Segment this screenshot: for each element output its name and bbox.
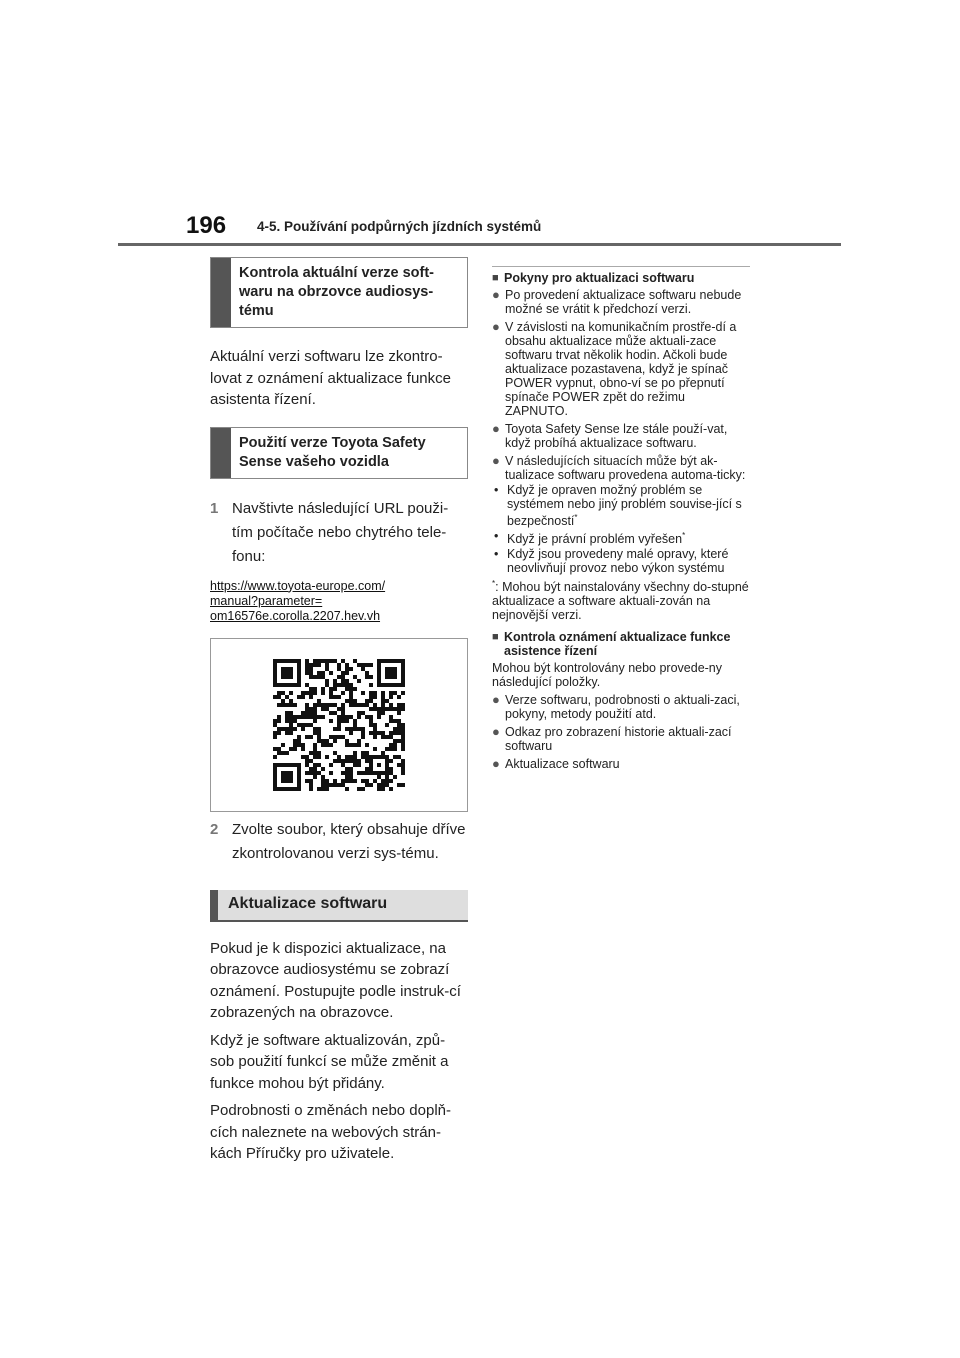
small-bullet-icon: • xyxy=(494,547,499,562)
section-heading-bar xyxy=(210,890,218,920)
subheading-notification-check xyxy=(492,630,750,658)
section-heading-software-update xyxy=(210,890,468,922)
step-number: 2 xyxy=(210,820,219,838)
list-item-text: Po provedení aktualizace softwaru nebude možné se vrátit k předchozí verzi. xyxy=(505,288,742,316)
circle-bullet-icon: ● xyxy=(492,421,500,436)
circle-bullet-icon: ● xyxy=(492,453,500,468)
plain-paragraph: Mohou být kontrolovány nebo provede-ny následující položky. xyxy=(492,661,723,690)
circle-bullet-icon: ● xyxy=(492,692,500,708)
chapter-title: 4-5. Používání podpůrných jízdních systémů xyxy=(257,219,542,234)
footnote-mark: * xyxy=(492,579,496,589)
circle-bullet-icon: ● xyxy=(492,319,500,334)
footnote-mark: * xyxy=(682,531,686,541)
small-bullet-icon: • xyxy=(494,483,499,497)
square-bullet-icon: ■ xyxy=(492,631,499,644)
heading-bar xyxy=(211,428,231,478)
list-item xyxy=(492,757,750,771)
step-1 xyxy=(210,497,468,569)
list-item-text: Aktualizace softwaru xyxy=(505,757,620,772)
subheading-text: Kontrola oznámení aktualizace funkce asistence řízení xyxy=(504,630,731,659)
subheading-text: Pokyny pro aktualizaci softwaru xyxy=(504,271,695,285)
list-item xyxy=(492,422,750,450)
step-number: 1 xyxy=(210,499,219,517)
heading-box-title: Použití verze Toyota Safety Sense vašeho vozidla xyxy=(239,434,426,470)
heading-box-tss-version xyxy=(210,427,468,479)
url-line: https://www.toyota-europe.com/ xyxy=(210,578,386,593)
list-item xyxy=(492,454,750,482)
sub-list-item xyxy=(492,483,750,528)
footnote xyxy=(492,577,750,622)
header-divider xyxy=(118,243,841,246)
update-paragraph: Když je software aktualizován, způ-sob použití funkcí se může změnit a funkce mohou být přidány. xyxy=(210,1031,449,1092)
heading-bar xyxy=(211,258,231,327)
step-text: Navštivte následující URL použi-tím počítače nebo chytrého tele-fonu: xyxy=(232,499,449,565)
list-item-text: Verze softwaru, podrobnosti o aktuali-zaci, pokyny, metody použití atd. xyxy=(505,693,740,722)
subheading-update-instructions xyxy=(492,271,750,285)
heading-box-title: Kontrola aktuální verze soft-waru na obrzovce audiosys-tému xyxy=(239,265,434,319)
small-bullet-icon: • xyxy=(494,529,499,544)
list-item xyxy=(492,320,750,418)
url-line: manual?parameter= xyxy=(210,593,323,608)
page-number: 196 xyxy=(186,212,227,239)
sub-list-item-text: Když jsou provedeny malé opravy, které neovlivňují provoz nebo výkon systému xyxy=(507,547,729,576)
section-title: Aktualizace softwaru xyxy=(228,894,388,912)
right-column xyxy=(492,266,750,775)
qr-code-frame xyxy=(210,638,468,812)
sub-list-item-text: Když je opraven možný problém se systémem nebo jiný problém souvise-jící s bezpečností xyxy=(507,483,742,529)
step-2 xyxy=(210,818,468,866)
sub-list-item xyxy=(492,529,750,546)
list-item xyxy=(492,693,750,721)
heading-box-software-version xyxy=(210,257,468,328)
list-item-text: Odkaz pro zobrazení historie aktuali-zací softwaru xyxy=(505,725,732,754)
list-item xyxy=(492,288,750,316)
sub-list-item xyxy=(492,547,750,575)
footnote-mark: * xyxy=(574,513,578,522)
qr-code-image xyxy=(273,659,405,791)
list-item-text: V následujících situacích může být ak-tualizace softwaru provedena automa-ticky: xyxy=(505,454,746,482)
list-item-text: Toyota Safety Sense lze stále použí-vat, když probíhá aktualizace softwaru. xyxy=(505,422,728,450)
url-line: om16576e.corolla.2207.hev.vh xyxy=(210,608,381,623)
update-paragraph: Podrobnosti o změnách nebo doplň-cích naleznete na webových strán-kách Příručky pro uživatele. xyxy=(210,1102,451,1162)
circle-bullet-icon: ● xyxy=(492,287,500,302)
step-text: Zvolte soubor, který obsahuje dříve zkontrolovanou verzi sys-tému. xyxy=(232,820,466,862)
circle-bullet-icon: ● xyxy=(492,756,500,772)
list-item xyxy=(492,725,750,753)
sub-list-item-text: Když je právní problém vyřešen xyxy=(507,532,683,547)
circle-bullet-icon: ● xyxy=(492,724,500,740)
update-paragraph: Pokud je k dispozici aktualizace, na obrazovce audiosystému se zobrazí oznámení. Postupujte podle instruk-cí zobrazených na obrazovce. xyxy=(210,939,461,1021)
manual-url-link[interactable] xyxy=(210,579,468,624)
section-rule xyxy=(492,266,750,267)
square-bullet-icon: ■ xyxy=(492,272,499,284)
list-item-text: V závislosti na komunikačním prostře-dí a obsahu aktualizace může aktuali-zace softwaru trvat několik hodin. Ačkoli bude aktualizace pozastavena, když je spínač POWER vypnut, obno-ví se po přepnutí spínače POWER zpět do režimu ZAPNUTO. xyxy=(505,320,737,418)
left-column xyxy=(210,257,468,1171)
footnote-text: : Mohou být nainstalovány všechny do-stupné aktualizace a software aktuali-zován na nejnovější verzi. xyxy=(492,580,749,623)
intro-paragraph: Aktuální verzi softwaru lze zkontro-lovat z oznámení aktualizace funkce asistenta řízení. xyxy=(210,348,451,408)
